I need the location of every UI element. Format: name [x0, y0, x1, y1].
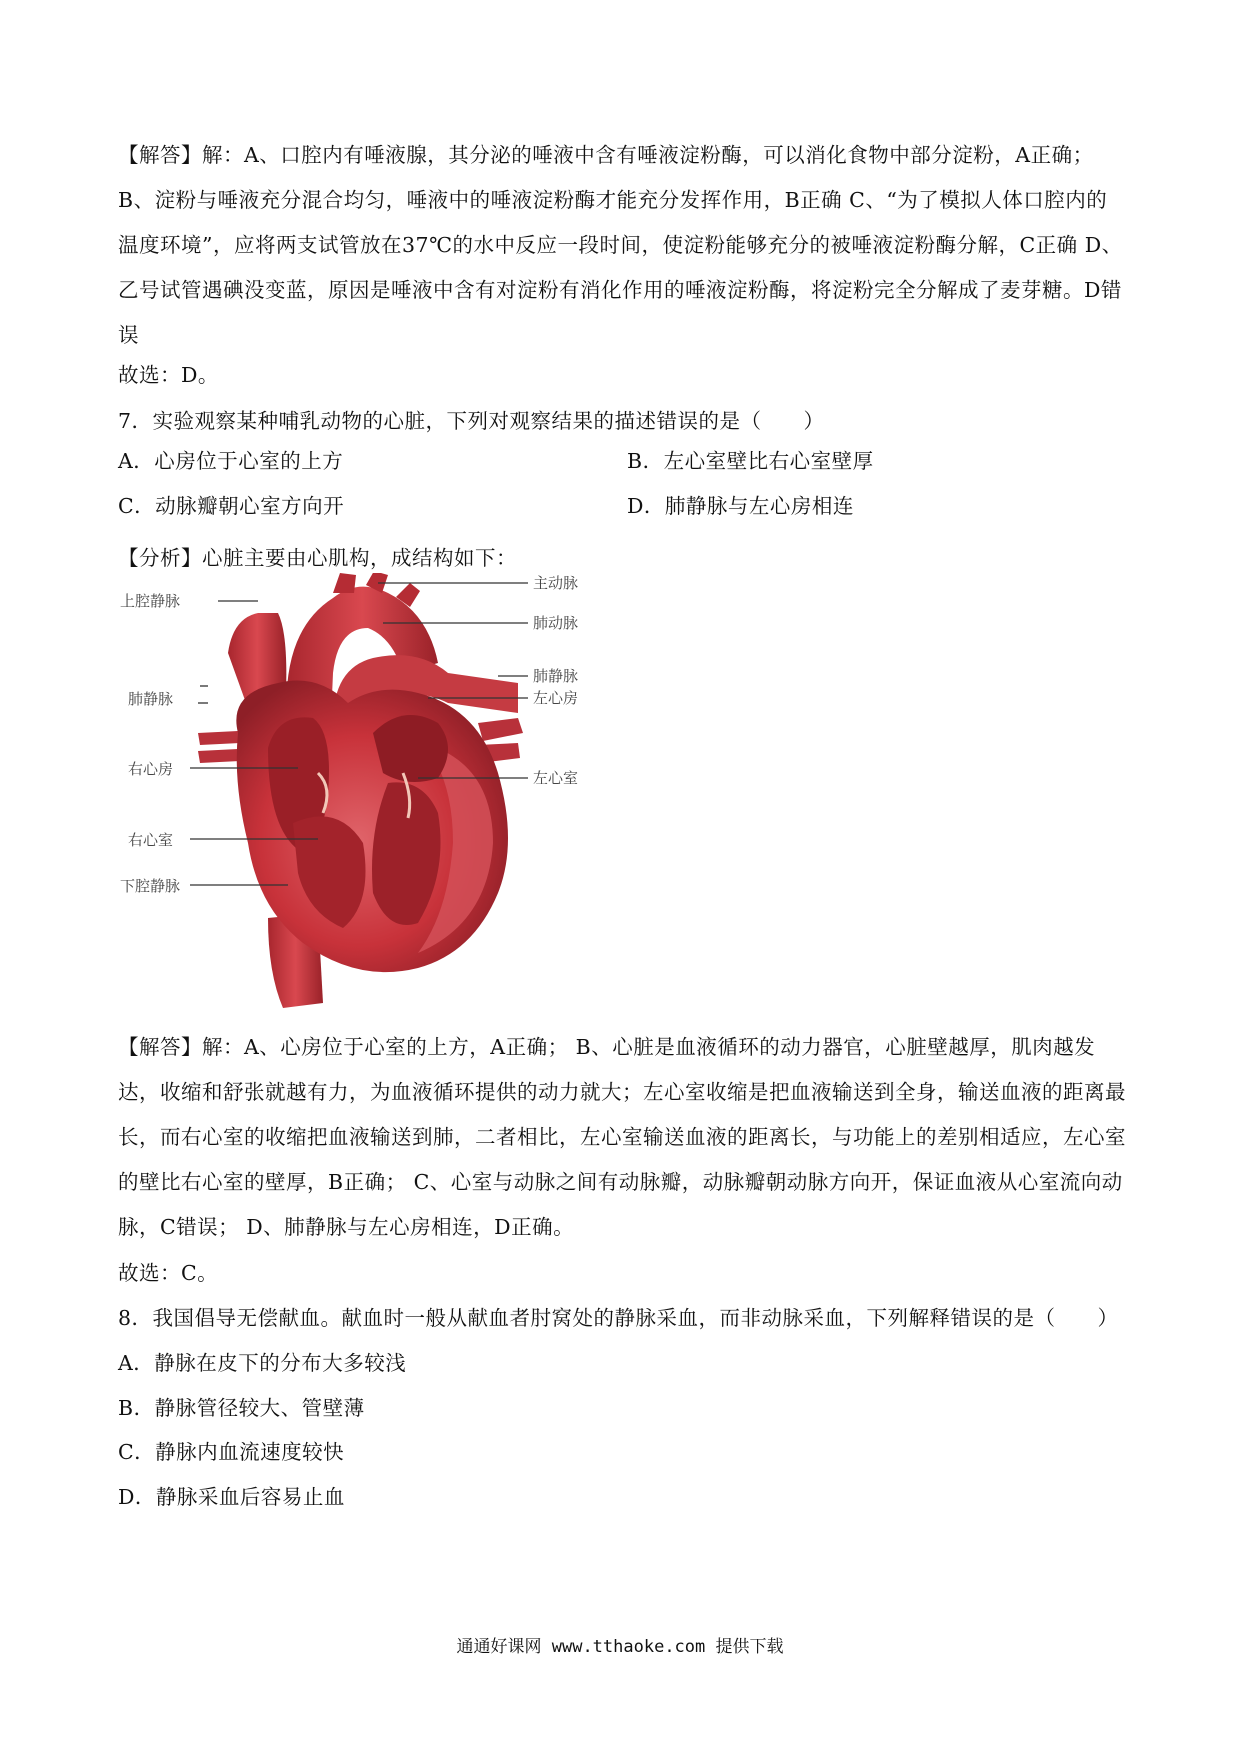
heart-diagram — [118, 573, 658, 1013]
q7-answer: 【解答】解：A、心房位于心室的上方，A正确； B、心脏是血液循环的动力器官，心脏壁越厚，肌肉越发达，收缩和舒张就越有力，为血液循环提供的动力就大；左心室收缩是把血液输送到全身，输送血液的距离最长，而右心室的收缩把血液输送到肺，二者相比，左心室输送血液的距离长，与功能上的差别相适应，左心室的壁比右心室的壁厚，B正确； C、心室与动脉之间有动脉瓣，动脉瓣朝动脉方向开，保证血液从心室流向动脉，C错误； D、肺静脉与左心房相连，D正确。 — [118, 1035, 1126, 1239]
q8-stem: 8．我国倡导无偿献血。献血时一般从献血者肘窝处的静脉采血，而非动脉采血，下列解释错误的是（ ） — [118, 1306, 1119, 1330]
q7-option-a: A．心房位于心室的上方 — [118, 449, 344, 473]
label-pulmonary-artery: 肺动脉 — [533, 614, 579, 632]
q8-option-c: C．静脉内血流速度较快 — [118, 1440, 345, 1464]
heart-illustration — [118, 573, 658, 1013]
q6-choice: 故选：D。 — [118, 363, 219, 387]
label-left-atrium: 左心房 — [533, 689, 579, 707]
label-superior-vena-cava: 上腔静脉 — [120, 592, 181, 610]
label-inferior-vena-cava: 下腔静脉 — [120, 877, 181, 895]
q8-option-b: B．静脉管径较大、管壁薄 — [118, 1396, 365, 1420]
q7-option-c: C．动脉瓣朝心室方向开 — [118, 494, 345, 518]
q7-option-b: B．左心室壁比右心室壁厚 — [627, 449, 874, 473]
label-aorta: 主动脉 — [533, 574, 579, 592]
q8-option-a: A．静脉在皮下的分布大多较浅 — [118, 1351, 407, 1375]
label-pulmonary-vein-right: 肺静脉 — [533, 667, 579, 685]
label-pulmonary-vein-left: 肺静脉 — [128, 690, 174, 708]
label-left-ventricle: 左心室 — [533, 769, 579, 787]
page-footer: 通通好课网 www.tthaoke.com 提供下载 — [456, 1637, 784, 1657]
label-right-ventricle: 右心室 — [128, 831, 174, 849]
q7-option-d: D．肺静脉与左心房相连 — [627, 494, 854, 518]
q7-analysis: 【分析】心脏主要由心肌构，成结构如下： — [118, 546, 517, 570]
q8-option-d: D．静脉采血后容易止血 — [118, 1485, 345, 1509]
label-right-atrium: 右心房 — [128, 760, 174, 778]
q7-choice: 故选：C。 — [118, 1261, 219, 1285]
q7-stem: 7．实验观察某种哺乳动物的心脏，下列对观察结果的描述错误的是（ ） — [118, 409, 825, 433]
q6-answer: 【解答】解：A、口腔内有唾液腺，其分泌的唾液中含有唾液淀粉酶，可以消化食物中部分淀粉，A正确；B、淀粉与唾液充分混合均匀，唾液中的唾液淀粉酶才能充分发挥作用，B正确 C、“为了模拟人体口腔内的温度环境”，应将两支试管放在37℃的水中反应一段时间，使淀粉能够充分的被唾液淀粉酶分解，C正确 D、乙号试管遇碘没变蓝，原因是唾液中含有对淀粉有消化作用的唾液淀粉酶，将淀粉完全分解成了麦芽糖。D错误 — [118, 143, 1123, 347]
